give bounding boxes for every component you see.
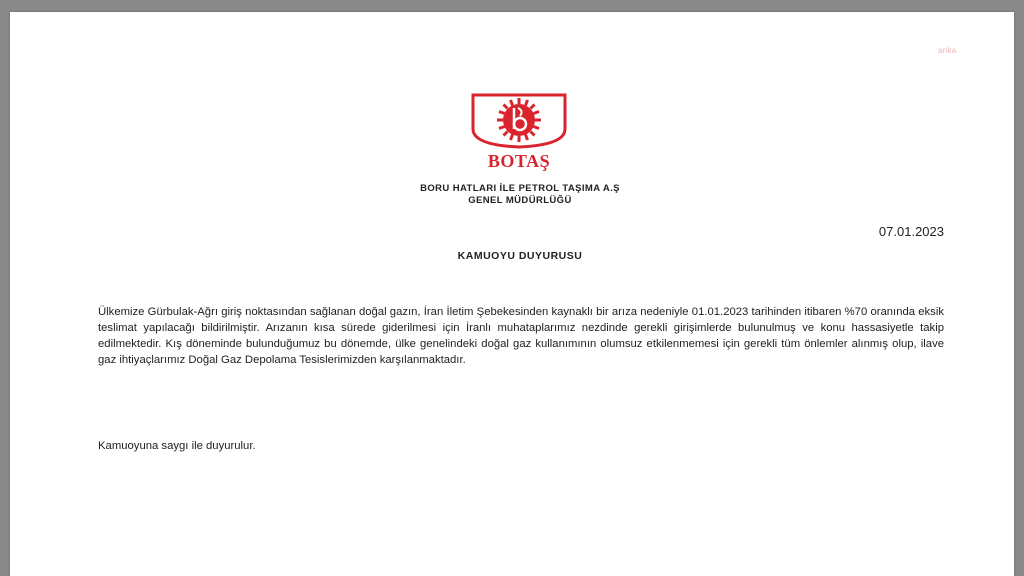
- document-title: KAMUOYU DUYURUSU: [457, 250, 583, 262]
- botas-logo: [467, 91, 571, 172]
- document-date: 07.01.2023: [878, 224, 944, 239]
- brand-name: BOTAŞ: [487, 151, 551, 171]
- company-name: [310, 183, 730, 207]
- document-body: Ülkemize Gürbulak-Ağrı giriş noktasından sağlanan doğal gazın, İran İletim Şebekesinden kaynaklı bir arıza nedeniyle 01.01.2023 tarihinden itibaren %70 oranında eksik teslimat yapılacağı bildirilmiştir. Arızanın kısa sürede giderilmesi için İranlı muhataplarımız nezdinde gerekli girişimlerde bulunulmuş ve konu hassasiyetle takip edilmektedir. Kış döneminde bulunduğumuz bu dönemde, ülke genelindeki doğal gaz kullanımının olumsuz etkilenmemesi için gerekli tüm önlemler alınmış olup, ilave gaz ihtiyaçlarımız Doğal Gaz Depolama Tesislerimizden karşılanmaktadır.: [98, 306, 944, 366]
- watermark: anka: [938, 46, 957, 55]
- botas-flame-emblem-icon: [469, 91, 569, 149]
- document-page: [10, 12, 1014, 576]
- company-line-2: GENEL MÜDÜRLÜĞÜ: [468, 195, 572, 206]
- closing-line: Kamuoyuna saygı ile duyurulur.: [98, 440, 256, 452]
- company-line-1: BORU HATLARI İLE PETROL TAŞIMA A.Ş: [420, 183, 620, 194]
